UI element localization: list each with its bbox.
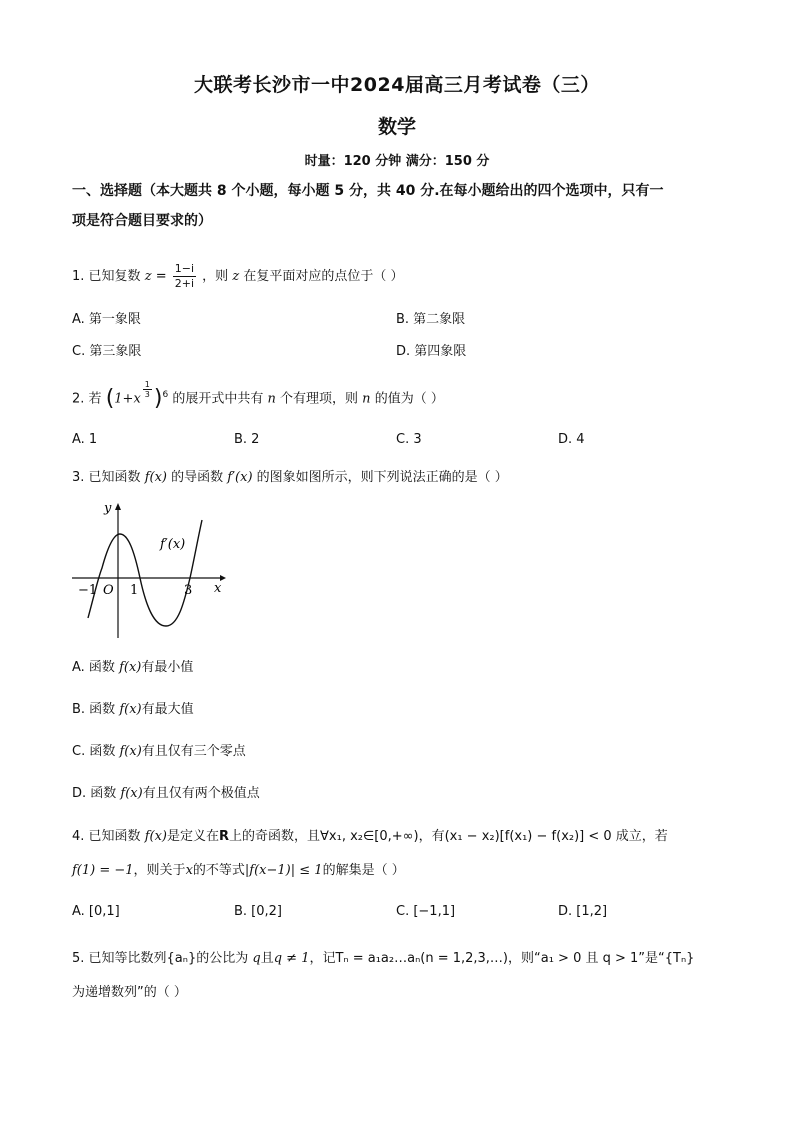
q4-line2-c: 的不等式 bbox=[192, 863, 245, 878]
q2-base: 1+x bbox=[114, 391, 141, 407]
q1-num: 1−i bbox=[174, 262, 195, 275]
q3-derivative-graph bbox=[70, 498, 230, 643]
section-heading bbox=[72, 176, 727, 236]
q2-exp-fraction bbox=[143, 380, 152, 399]
q4-fx: f(x) bbox=[144, 829, 167, 844]
q5-q: q bbox=[252, 951, 261, 966]
q3-text-a: 的导函数 bbox=[171, 470, 224, 485]
q3-prefix: 3. 已知函数 bbox=[72, 470, 141, 485]
q3-option-b-text: 有最大值 bbox=[141, 702, 194, 717]
q4-line1 bbox=[72, 820, 732, 854]
q4-line2-d: 的解集是（ ） bbox=[322, 863, 405, 878]
q2-paren-open: ( bbox=[105, 385, 115, 411]
exam-meta: 时量：120 分钟 满分：150 分 bbox=[304, 154, 490, 169]
q4-line1-b: 是定义在 bbox=[166, 829, 219, 844]
q1-option-c[interactable]: C. 第三象限 bbox=[72, 344, 142, 359]
q1-den: 2+i bbox=[174, 277, 195, 290]
q2-paren-close: ) bbox=[153, 385, 163, 411]
q2-prefix: 2. 若 bbox=[72, 391, 102, 407]
q2-text-b: 个有理项，则 bbox=[280, 391, 359, 407]
q4-option-c[interactable]: C. [−1,1] bbox=[396, 904, 456, 919]
q2-text-a: 的展开式中共有 bbox=[172, 391, 264, 407]
q5-line1-a: 5. 已知等比数列{aₙ}的公比为 bbox=[72, 951, 249, 966]
q4-line2 bbox=[72, 854, 732, 888]
q4-option-d[interactable]: D. [1,2] bbox=[558, 904, 608, 919]
section-heading-line1: 一、选择题（本大题共 8 个小题，每小题 5 分，共 40 分.在每小题给出的四个选项中，只有一 bbox=[72, 183, 664, 199]
q5-line2: 为递增数列”的（ ） bbox=[72, 985, 187, 1000]
question-3 bbox=[72, 468, 732, 488]
q2-text-c: 的值为（ ） bbox=[374, 391, 444, 407]
q1-fraction bbox=[173, 262, 196, 291]
label-three: 3 bbox=[184, 583, 193, 598]
q3-option-a-text: 有最小值 bbox=[141, 660, 194, 675]
q4-option-a[interactable]: A. [0,1] bbox=[72, 904, 120, 919]
q3-option-a-fx: f(x) bbox=[119, 660, 142, 675]
q3-option-d-prefix: D. 函数 bbox=[72, 786, 117, 801]
question-2 bbox=[72, 380, 732, 409]
q3-text-b: 的图象如图所示，则下列说法正确的是（ ） bbox=[256, 470, 508, 485]
q1-option-a[interactable]: A. 第一象限 bbox=[72, 312, 141, 327]
q2-option-a[interactable]: A. 1 bbox=[72, 432, 98, 447]
q2-exp-den: 3 bbox=[144, 390, 150, 399]
question-5 bbox=[72, 942, 732, 1010]
q2-option-c[interactable]: C. 3 bbox=[396, 432, 422, 447]
q2-var-n: n bbox=[267, 391, 276, 407]
q4-R: R bbox=[219, 829, 230, 844]
section-heading-line2: 项是符合题目要求的） bbox=[72, 213, 212, 229]
q3-fpx: f′(x) bbox=[227, 470, 253, 485]
q1-option-d[interactable]: D. 第四象限 bbox=[396, 344, 467, 359]
q3-option-d-text: 有且仅有两个极值点 bbox=[142, 786, 260, 801]
q3-option-b-prefix: B. 函数 bbox=[72, 702, 116, 717]
question-4 bbox=[72, 820, 732, 888]
q1-option-b[interactable]: B. 第二象限 bbox=[396, 312, 466, 327]
exam-subject: 数学 bbox=[377, 116, 416, 138]
q1-text-b: 在复平面对应的点位于（ ） bbox=[243, 269, 404, 284]
q2-var-n-2: n bbox=[362, 391, 371, 407]
q3-option-a-prefix: A. 函数 bbox=[72, 660, 115, 675]
q3-option-d[interactable] bbox=[72, 782, 260, 801]
q4-line1-a: 4. 已知函数 bbox=[72, 829, 141, 844]
y-axis-arrow bbox=[115, 503, 121, 510]
q1-prefix: 1. 已知复数 bbox=[72, 269, 141, 284]
q2-exp-num: 1 bbox=[144, 380, 150, 389]
q1-text-a: ，则 bbox=[202, 269, 229, 284]
label-x: x bbox=[214, 581, 222, 596]
q4-var-x: x bbox=[185, 863, 193, 878]
q4-option-b[interactable]: B. [0,2] bbox=[234, 904, 283, 919]
question-1 bbox=[72, 262, 732, 291]
q4-line2-a: f(1) = −1 bbox=[72, 863, 134, 878]
q3-option-c[interactable] bbox=[72, 740, 246, 759]
q2-outer-exp: 6 bbox=[162, 390, 169, 400]
q3-option-c-prefix: C. 函数 bbox=[72, 744, 116, 759]
derivative-curve bbox=[88, 520, 202, 626]
q4-line2-b: ，则关于 bbox=[133, 863, 186, 878]
q5-line1-b: 且 bbox=[260, 951, 274, 966]
label-y: y bbox=[104, 501, 112, 516]
q3-option-b[interactable] bbox=[72, 698, 194, 717]
label-one: 1 bbox=[130, 583, 139, 598]
q3-option-c-text: 有且仅有三个零点 bbox=[141, 744, 246, 759]
q3-option-b-fx: f(x) bbox=[119, 702, 142, 717]
q2-option-d[interactable]: D. 4 bbox=[558, 432, 585, 447]
q5-qne: q ≠ 1 bbox=[273, 951, 310, 966]
q5-line1 bbox=[72, 942, 732, 976]
exam-title: 大联考长沙市一中2024届高三月考试卷（三） bbox=[194, 74, 600, 96]
label-origin: O bbox=[103, 583, 114, 598]
q4-ineq: |f(x−1)| ≤ 1 bbox=[244, 863, 323, 878]
q3-option-a[interactable] bbox=[72, 656, 193, 675]
q2-option-b[interactable]: B. 2 bbox=[234, 432, 260, 447]
q4-line1-c: 上的奇函数，且∀x₁, x₂∈[0,+∞)，有(x₁ − x₂)[f(x₁) − f(x₂)] < 0 成立，若 bbox=[229, 829, 668, 844]
q3-option-c-fx: f(x) bbox=[119, 744, 142, 759]
q3-fx: f(x) bbox=[144, 470, 167, 485]
q3-option-d-fx: f(x) bbox=[120, 786, 143, 801]
q1-var: z bbox=[144, 269, 152, 284]
label-curve: f′(x) bbox=[160, 537, 186, 552]
q1-eq: = bbox=[155, 269, 167, 284]
label-neg1: −1 bbox=[78, 583, 98, 598]
q1-var-2: z bbox=[232, 269, 240, 284]
q5-line1-c: ，记Tₙ = a₁a₂…aₙ(n = 1,2,3,…)，则“a₁ > 0 且 q > 1”是“{Tₙ} bbox=[309, 951, 695, 966]
